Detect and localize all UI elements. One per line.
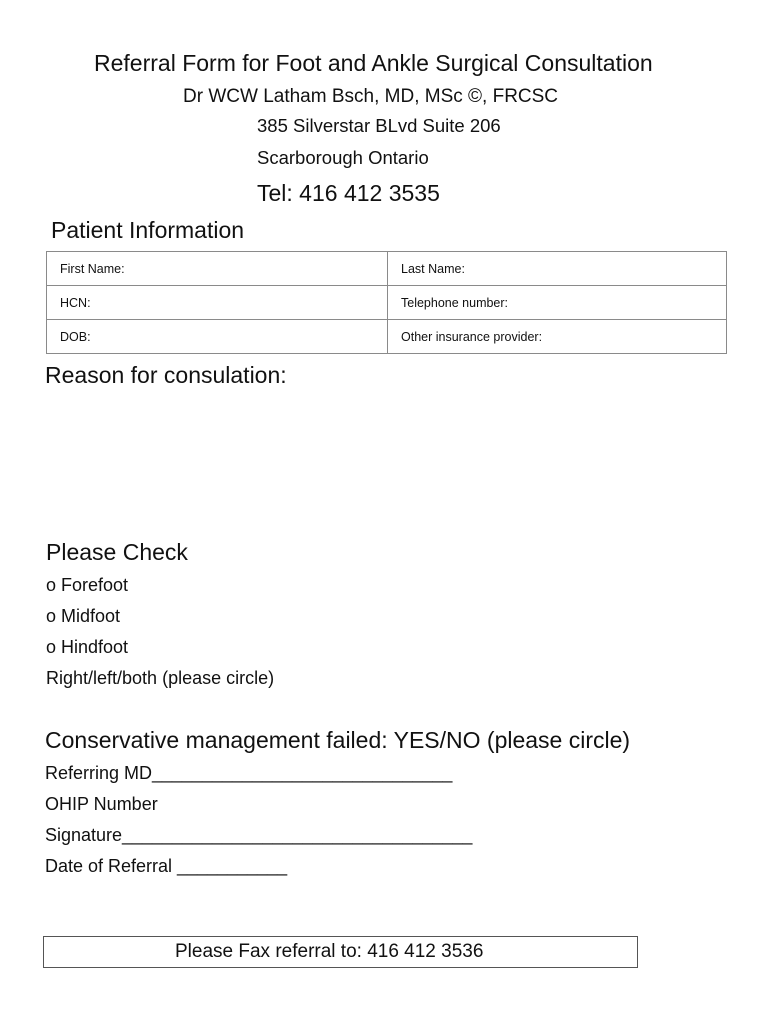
fax-box <box>43 936 638 968</box>
last-name-field[interactable]: Last Name: <box>388 252 727 286</box>
patient-info-table <box>46 251 727 354</box>
ohip-number-field[interactable]: OHIP Number <box>45 794 158 814</box>
reason-heading: Reason for consulation: <box>45 362 287 388</box>
conservative-management-heading[interactable]: Conservative management failed: YES/NO (please circle) <box>45 727 631 753</box>
form-title: Referral Form for Foot and Ankle Surgical Consultation <box>94 50 653 76</box>
address-line-1: 385 Silverstar BLvd Suite 206 <box>257 115 501 136</box>
hcn-field[interactable]: HCN: <box>47 286 388 320</box>
please-check-heading: Please Check <box>46 539 188 565</box>
address-line-2: Scarborough Ontario <box>257 147 429 168</box>
referring-md-field[interactable]: Referring MD______________________________ <box>45 763 453 783</box>
forefoot-option[interactable]: o Forefoot <box>46 575 129 595</box>
date-of-referral-field[interactable]: Date of Referral ___________ <box>45 856 288 876</box>
signature-field[interactable]: Signature___________________________________ <box>45 825 473 845</box>
table-row <box>47 252 727 286</box>
first-name-field[interactable]: First Name: <box>47 252 388 286</box>
side-selection[interactable]: Right/left/both (please circle) <box>46 668 275 688</box>
patient-info-heading: Patient Information <box>51 217 245 243</box>
other-insurance-field[interactable]: Other insurance provider: <box>388 320 727 354</box>
table-row <box>47 320 727 354</box>
hindfoot-option[interactable]: o Hindfoot <box>46 637 129 657</box>
fax-instruction: Please Fax referral to: 416 412 3536 <box>175 941 484 962</box>
dob-field[interactable]: DOB: <box>47 320 388 354</box>
midfoot-option[interactable]: o Midfoot <box>46 606 121 626</box>
reason-area[interactable] <box>45 395 725 525</box>
doctor-name: Dr WCW Latham Bsch, MD, MSc ©, FRCSC <box>183 86 559 107</box>
telephone-number-field[interactable]: Telephone number: <box>388 286 727 320</box>
telephone: Tel: 416 412 3535 <box>257 180 440 206</box>
table-row <box>47 286 727 320</box>
